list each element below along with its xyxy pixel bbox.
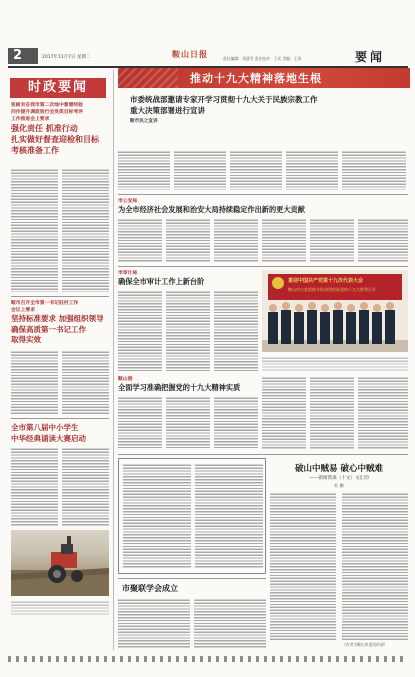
page-header xyxy=(8,48,408,64)
article-2-body-4 xyxy=(262,218,306,262)
left-article-1-body-b xyxy=(62,168,109,292)
article-3-body-1 xyxy=(118,290,162,372)
photo-banner: 喜迎中国共产党第十九次代表大会 鞍山市公安消防支队热烈庆祝党的十九大胜利召开 xyxy=(268,274,402,300)
left-article-3-body-b xyxy=(62,447,109,527)
article-4-body-2 xyxy=(166,396,210,450)
left-article-2-header: 鞍市召开全市第一书记驻村工作 会议上要求 坚持标准要求 加强组织领导 确保高质第一书记工作 取得实效 xyxy=(11,301,104,344)
theme-banner xyxy=(118,68,410,88)
article-4-body-3 xyxy=(214,396,258,450)
commentary-subtitle: ——新闻我谈（十文）文汇的 xyxy=(309,476,369,481)
politics-banner: 时政要闻 xyxy=(10,78,106,98)
group-photo-caption xyxy=(262,356,408,372)
commentary-title: 破山中贼易 破心中贼难 xyxy=(295,464,383,474)
commentary-source: （作者为鞍山市委宣传部） xyxy=(342,642,388,647)
boxed-brief xyxy=(118,458,266,574)
article-2-body-5 xyxy=(310,218,354,262)
left-article-3-header: 全市第八届中小学生 中华经典诵读大赛启动 xyxy=(11,423,86,443)
left-article-3-body-a xyxy=(11,447,58,527)
article-4-header: 鞍山港 全面学习准确把握党的十九大精神实质 xyxy=(118,377,241,392)
lead-body-1 xyxy=(118,150,170,190)
section-title: 要闻 xyxy=(355,50,386,64)
article-3-header: 市审计局 确保全市审计工作上新台阶 xyxy=(118,271,205,286)
article-4-body-1 xyxy=(118,396,162,450)
article-3-body-2 xyxy=(166,290,210,372)
lead-body-2 xyxy=(174,150,226,190)
lead-body-3 xyxy=(230,150,282,190)
article-2-body-3 xyxy=(214,218,258,262)
left-article-1-header: 张耐农在我市第二次地中督督经验 问作提升调政效行会发质目标考评 工作推进会上要求 强化责任 抓准行动 扎实做好督查迎检和目标 考核准备工作 xyxy=(11,103,99,155)
lead-body-4 xyxy=(286,150,338,190)
theme-banner-text: 推动十九大精神落地生根 xyxy=(190,72,322,85)
page-number-box: 2 xyxy=(8,48,38,64)
article-4-body-6 xyxy=(358,376,408,450)
left-article-1-body-a xyxy=(11,168,58,292)
left-article-2-body-b xyxy=(62,350,109,414)
association-body-1 xyxy=(118,598,190,648)
lead-article-header: 市委统战部邀请专家开学习贯彻十九大关于民族宗教工作 重大决策部署进行宣讲 鞍市民之宣讲 xyxy=(130,95,318,124)
association-body-2 xyxy=(194,598,266,648)
commentary-box xyxy=(270,458,408,648)
association-title: 市聚联学会成立 xyxy=(122,583,178,593)
article-2-header: 市公安局 为全市经济社会发展和治安大局持续稳定作出新的更大贡献 xyxy=(118,199,305,214)
article-4-body-5 xyxy=(310,376,354,450)
commentary-byline: 杜 鹏 xyxy=(334,483,344,488)
left-article-2-body-a xyxy=(11,350,58,414)
bottom-rule xyxy=(8,656,408,662)
article-2-body-1 xyxy=(118,218,162,262)
edition-info: 责任编辑：刘清雪 责任校对：王光 美编：王涛 xyxy=(223,56,302,61)
tractor-photo xyxy=(11,530,109,596)
article-3-body-3 xyxy=(214,290,258,372)
article-4-body-4 xyxy=(262,376,306,450)
dateline: 2017年11月7日 星期二 xyxy=(42,55,91,60)
group-photo xyxy=(262,270,408,352)
masthead-logo: 鞍山日报 xyxy=(172,49,208,59)
article-2-body-6 xyxy=(358,218,408,262)
lead-body-5 xyxy=(342,150,406,190)
tractor-caption xyxy=(11,600,109,615)
article-2-body-2 xyxy=(166,218,210,262)
